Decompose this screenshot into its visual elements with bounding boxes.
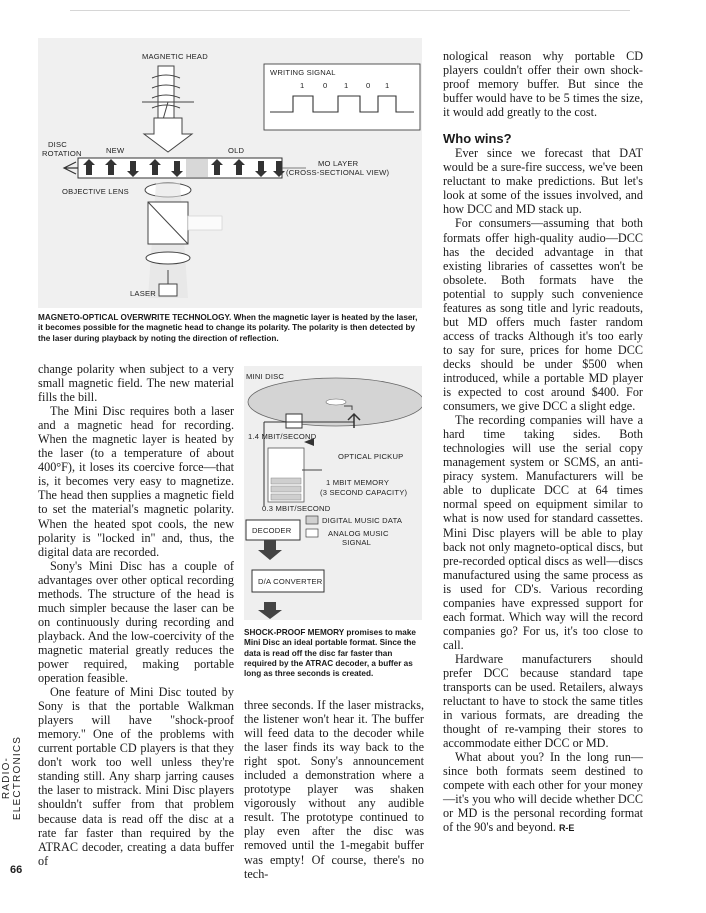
label-decoder: DECODER <box>252 526 292 535</box>
label-rate-out: 0.3 MBIT/SECOND <box>262 504 331 513</box>
end-mark: R-E <box>558 823 575 834</box>
figure-shock-proof <box>244 366 422 620</box>
label-signal: SIGNAL <box>342 538 372 547</box>
label-mo-layer: MO LAYER <box>318 159 359 168</box>
figure-2-caption <box>244 628 424 679</box>
signal-bit-5: 1 <box>385 81 390 90</box>
label-disc: DISC <box>48 140 67 149</box>
signal-bit-4: 0 <box>366 81 371 90</box>
label-new: NEW <box>106 146 125 155</box>
figure-2-caption-title: SHOCK-PROOF MEMORY promises to make Mini Disc an ideal portable format. <box>244 628 416 648</box>
optical-pickup-icon <box>286 414 302 428</box>
col1-paragraph-4: One feature of Mini Disc touted by Sony is that the portable Walkman players will have "shock-proof memory." One of the problems with current portable CD players is that they don't work too well unless they're standing still. Any sharp jarring causes the laser to mistrack. Mini Disc players shouldn't suffer from that problem because data is read off the disc at a rate far faster than required by the ATRAC decoder, creating a data buffer of <box>38 685 234 868</box>
label-optical-pickup: OPTICAL PICKUP <box>338 452 404 461</box>
figure-1-caption-title: MAGNETO-OPTICAL OVERWRITE TECHNOLOGY. <box>38 313 232 322</box>
col3-paragraph-6 <box>443 750 643 835</box>
signal-bit-1: 1 <box>300 81 305 90</box>
label-cross-section: (CROSS-SECTIONAL VIEW) <box>286 168 390 177</box>
figure-2-caption-body: Since the data is read off the disc far faster than required by the ATRAC decoder, a buffer as long as three seconds is created. <box>244 638 416 679</box>
figure-1-caption-body: When the magnetic layer is heated by the laser, it becomes possible for the magnetic head to change its polarity. The polarity is then detected by the laser during playback by noting the direction of reflection. <box>38 313 418 343</box>
column-2 <box>244 698 424 881</box>
side-label-magazine: RADIO-ELECTRONICS <box>1 735 23 821</box>
section-heading-who-wins: Who wins? <box>443 131 512 147</box>
signal-bit-3: 1 <box>344 81 349 90</box>
label-old: OLD <box>228 146 245 155</box>
label-rotation: ROTATION <box>42 149 82 158</box>
legend-analog-swatch <box>306 529 318 537</box>
label-memory: 1 MBIT MEMORY <box>326 478 390 487</box>
column-1 <box>38 362 234 868</box>
label-laser: LASER <box>130 289 156 298</box>
page-number: 66 <box>10 864 23 876</box>
col1-paragraph-3: Sony's Mini Disc has a couple of advantages over other optical recording methods. The structure of the head is much simpler because the laser can be on continuously during recording and playback. And the low-coercivity of the magnetic material greatly reduces the power required, making portable operation feasible. <box>38 558 234 686</box>
label-analog-music: ANALOG MUSIC <box>328 529 389 538</box>
col3-paragraph-6-text: What about you? In the long run—since both formats seem destined to compete with each other for your money—it's you who will decide whether DCC or MD is the personal recording format of the 90's and beyond. <box>443 750 643 835</box>
col1-paragraph-1: change polarity when subject to a very small magnetic field. The new material fills the bill. <box>38 362 234 405</box>
label-objective-lens: OBJECTIVE LENS <box>62 187 129 196</box>
label-writing-signal: WRITING SIGNAL <box>270 68 336 77</box>
col1-paragraph-2: The Mini Disc requires both a laser and a magnetic head for recording. When the magnetic layer is heated by the laser (to a temperature of about 400°F), it loses its coercive force—that is, it becomes very easy to magnetize. The head then supplies a magnetic field to set the material's magnetic polarity. When the heated spot cools, the new polarity is "locked in" and, thus, the digital data are recorded. <box>38 404 234 559</box>
label-digital-music-data: DIGITAL MUSIC DATA <box>322 516 403 525</box>
col3-paragraph-5: Hardware manufacturers should prefer DCC because standard tape transports can be used. Retailers, always reluctant to have to stock the same titles in various formats, are dreading the thought of re-vamping their stores to accommodate either DCC or MD. <box>443 651 643 751</box>
label-rate-in: 1.4 MBIT/SECOND <box>248 432 317 441</box>
figure-mo-overwrite <box>38 38 422 308</box>
signal-bit-2: 0 <box>323 81 328 90</box>
laser-icon <box>159 284 177 296</box>
label-memory-capacity: (3 SECOND CAPACITY) <box>320 488 408 497</box>
col3-paragraph-4: The recording companies will have a hard time taking sides. Both technologies will use the serial copy management system or SCMS, an anti-piracy system. Manufacturers will be able to duplicate DCC at 64 times normal speed on equipment similar to what is now used for standard cassettes. Mini Disc players will be able to play back not only magneto-optical discs, but pre-recorded optical discs as well—discs manufactured using the same process as is used for CD's. Various recording companies have expressed support for each format. Which way will the record companies go? For us, it's too close to call. <box>443 413 643 652</box>
collimator-lens-icon <box>146 252 190 264</box>
label-magnetic-head: MAGNETIC HEAD <box>142 52 208 61</box>
label-mini-disc: MINI DISC <box>246 372 285 381</box>
top-rule <box>70 10 630 11</box>
figure-1-caption <box>38 313 422 344</box>
head-down-arrow-icon <box>144 118 192 152</box>
col2-paragraph-1: three seconds. If the laser mistracks, the listener won't hear it. The buffer will feed data to the decoder while the laser finds its way back to the right spot. Sony's announcement included a demonstration where a prototype player was shaken vigorously without any audible result. The prototype continued to play even after the disc was removed until the 1-megabit buffer was empty! Of course, there's no tech- <box>244 698 424 881</box>
col3-paragraph-3: For consumers—assuming that both formats offer high-quality audio—DCC has the decided advantage in that existing libraries of cassettes won't be obsolete. Both formats have the potential to supply such convenience features as song title and lyric readouts, but MD offers much faster random access of tracks Although it's too early to say for sure, prices for home DCC decks should be under $500 when introduced, while a portable MD player is expected to cost around $400. For consumers, we give DCC a slight edge. <box>443 216 643 414</box>
legend-digital-swatch <box>306 516 318 524</box>
column-3 <box>443 49 643 836</box>
label-da-converter: D/A CONVERTER <box>258 577 323 586</box>
col3-paragraph-2: Ever since we forecast that DAT would be a sure-fire success, we've been reluctant to make predictions. But let's look at some of the issues involved, and how DCC and MD stack up. <box>443 146 643 217</box>
col3-paragraph-1: nological reason why portable CD players couldn't offer their own shock-proof memory buffer. But since the buffer would have to be 5 times the size, it would add greatly to the cost. <box>443 49 643 120</box>
